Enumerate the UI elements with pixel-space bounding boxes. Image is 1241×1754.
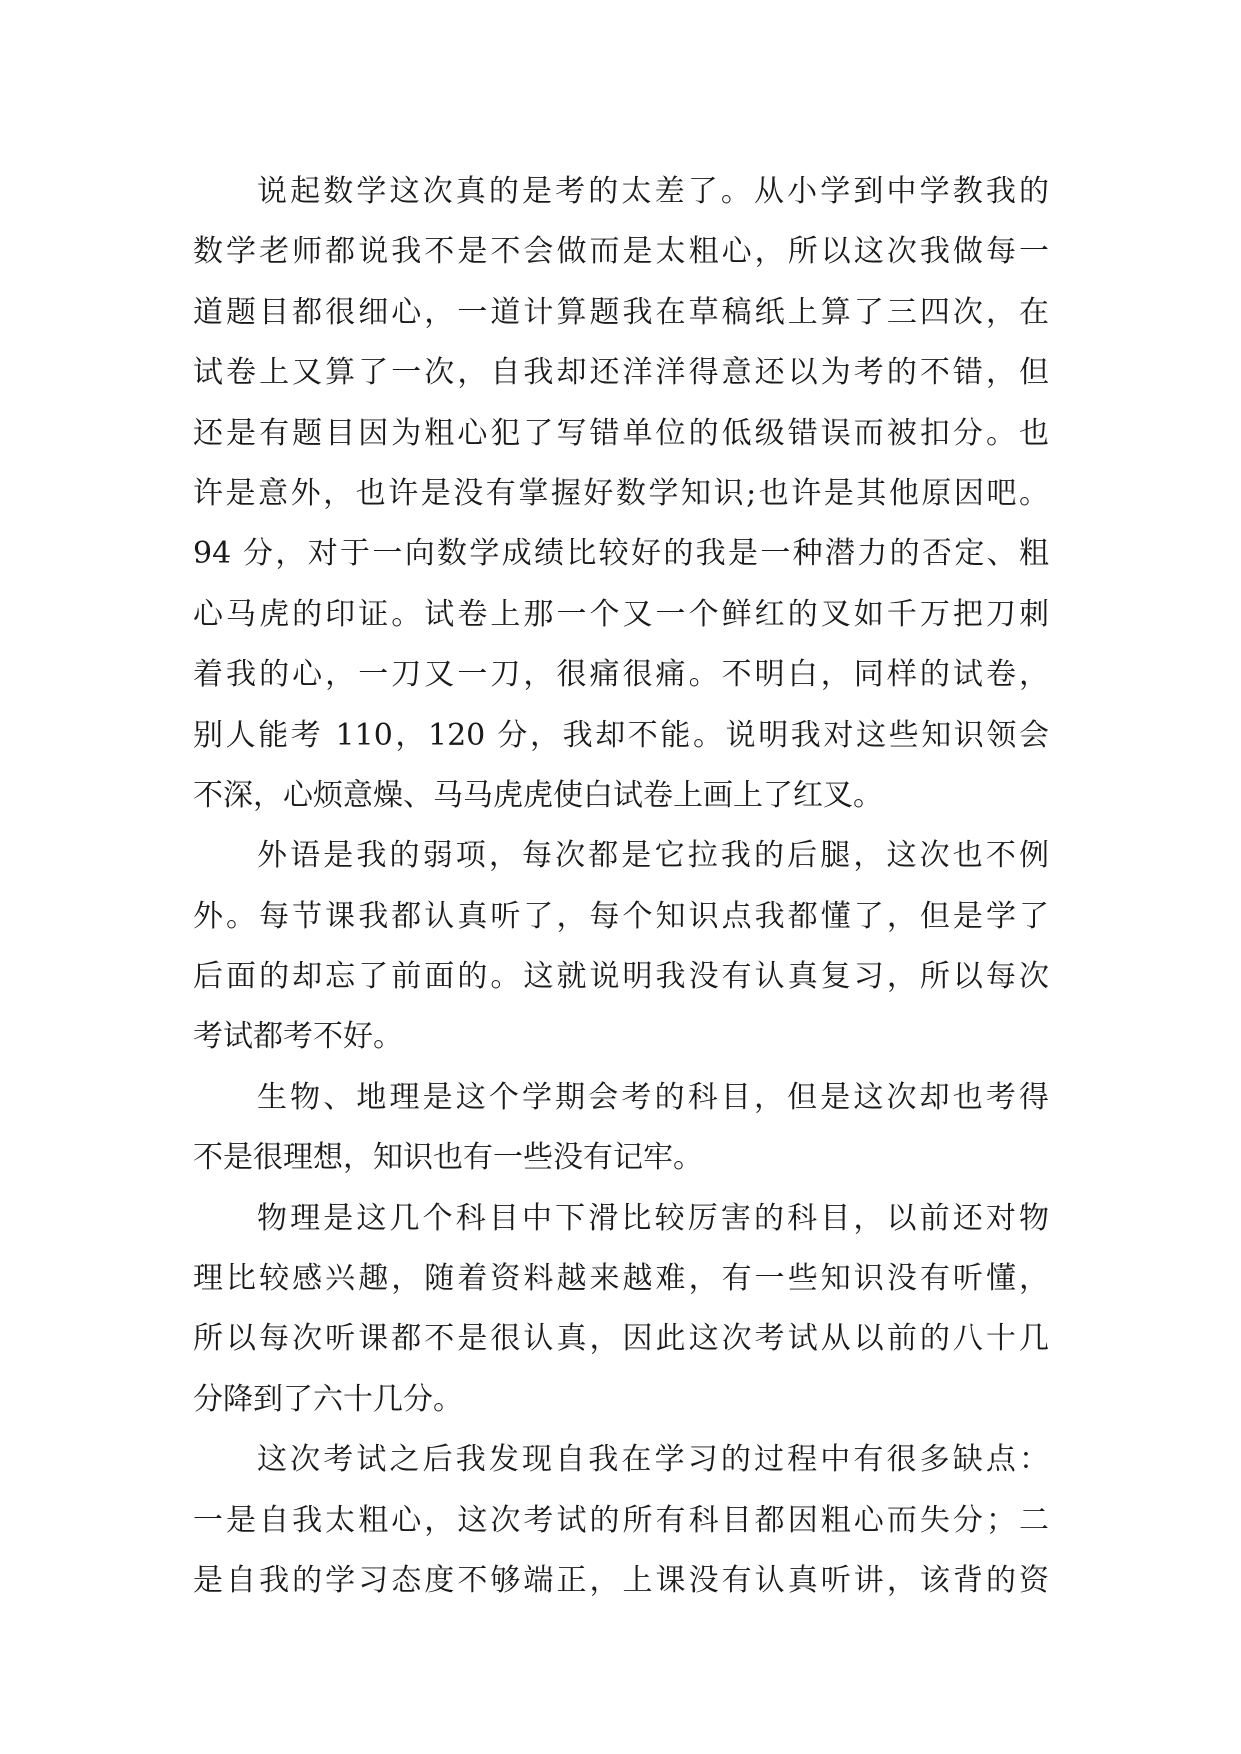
paragraph-line: 是自我的学习态度不够端正，上课没有认真听讲，该背的资 xyxy=(193,1562,1049,1598)
paragraph-line: 许是意外，也许是没有掌握好数学知识;也许是其他原因吧。 xyxy=(193,475,1049,511)
paragraph-line: 理比较感兴趣，随着资料越来越难，有一些知识没有听懂， xyxy=(193,1261,1049,1297)
paragraph-line: 心马虎的印证。试卷上那一个又一个鲜红的叉如千万把刀刺 xyxy=(193,596,1049,632)
paragraph-biology-geography xyxy=(193,1068,1049,1189)
paragraph-line: 外。每节课我都认真听了，每个知识点我都懂了，但是学了 xyxy=(193,898,1049,934)
paragraph-line: 后面的却忘了前面的。这就说明我没有认真复习，所以每次 xyxy=(193,959,1049,995)
paragraph-line: 94 分，对于一向数学成绩比较好的我是一种潜力的否定、粗 xyxy=(193,536,1049,572)
paragraph-line: 不是很理想，知识也有一些没有记牢。 xyxy=(193,1140,703,1176)
paragraph-physics xyxy=(193,1189,1049,1431)
paragraph-line: 数学老师都说我不是不会做而是太粗心，所以这次我做每一 xyxy=(193,234,1049,270)
paragraph-line: 考试都考不好。 xyxy=(193,1019,403,1055)
paragraph-line: 别人能考 110，120 分，我却不能。说明我对这些知识领会 xyxy=(193,717,1049,753)
paragraph-foreign-language xyxy=(193,826,1049,1068)
paragraph-line: 着我的心，一刀又一刀，很痛很痛。不明白，同样的试卷， xyxy=(193,657,1049,693)
paragraph-line: 试卷上又算了一次，自我却还洋洋得意还以为考的不错，但 xyxy=(193,355,1049,391)
paragraph-line: 还是有题目因为粗心犯了写错单位的低级错误而被扣分。也 xyxy=(193,415,1049,451)
paragraph-line: 所以每次听课都不是很认真，因此这次考试从以前的八十几 xyxy=(193,1321,1049,1357)
paragraph-line: 分降到了六十几分。 xyxy=(193,1381,463,1417)
paragraph-line: 道题目都很细心，一道计算题我在草稿纸上算了三四次，在 xyxy=(193,294,1049,330)
paragraph-line: 物理是这几个科目中下滑比较厉害的科目，以前还对物 xyxy=(257,1200,1049,1236)
paragraph-line: 说起数学这次真的是考的太差了。从小学到中学教我的 xyxy=(257,174,1049,209)
paragraph-line: 这次考试之后我发现自我在学习的过程中有很多缺点： xyxy=(257,1442,1049,1478)
paragraph-line: 不深，心烦意燥、马马虎虎使白试卷上画上了红叉。 xyxy=(193,777,883,813)
paragraph-line: 一是自我太粗心，这次考试的所有科目都因粗心而失分；二 xyxy=(193,1502,1049,1538)
paragraph-line: 生物、地理是这个学期会考的科目，但是这次却也考得 xyxy=(257,1079,1049,1115)
paragraph-reflection xyxy=(193,1430,1049,1611)
document-body xyxy=(193,162,1049,1611)
paragraph-line: 外语是我的弱项，每次都是它拉我的后腿，这次也不例 xyxy=(257,838,1049,874)
paragraph-math xyxy=(193,162,1049,826)
